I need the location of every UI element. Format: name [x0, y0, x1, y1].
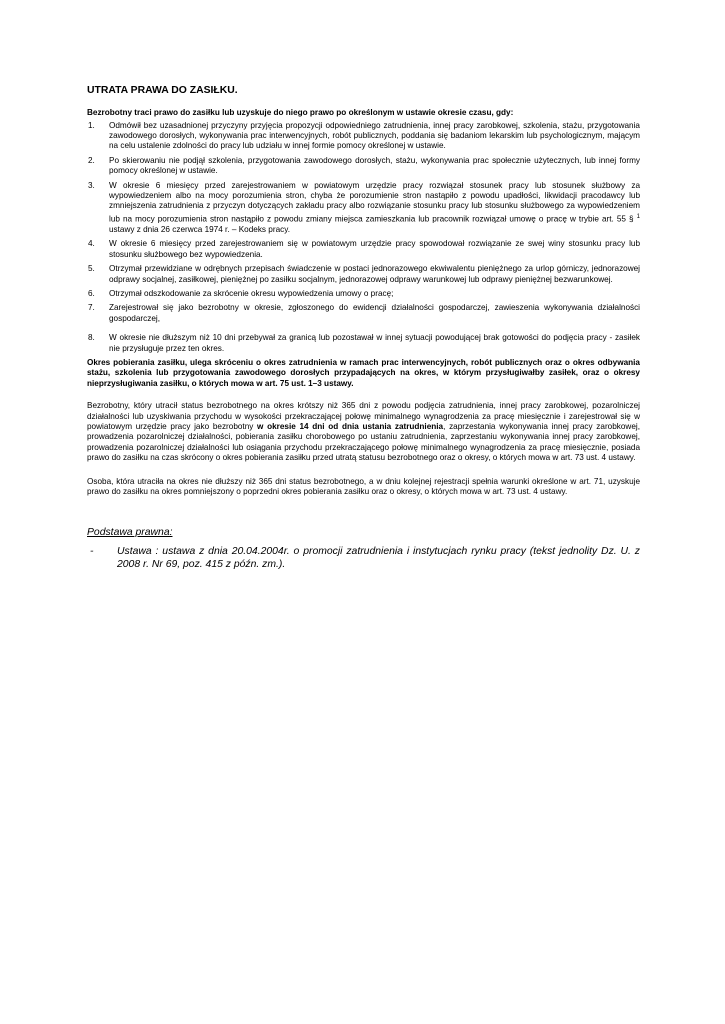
- item-number: 7.: [88, 303, 95, 313]
- page-title: UTRATA PRAWA DO ZASIŁKU.: [87, 85, 238, 96]
- paragraph-text-continued: , zaprzestania wykonywania innej pracy zarobkowej, prowadzenia pozarolniczej działalności, pobierania zasiłku chorobowego po ustaniu zatrudnienia, zaprzestaniu wykonywania innej pracy zarobkowej, prowadzenia pozarolniczej działalności lub osiągania przychodu przekraczającego połowę minimalnego wynagrodzenia za pracę miesięcznie, posiada prawo do zasiłku na czas skrócony o okres pobierania zasiłku przed utratą statusu bezrobotnego oraz o okresy, o których mowa w art. 73 ust. 4 ustawy.: [87, 421, 640, 463]
- bullet-dash: -: [90, 546, 94, 558]
- list-item: [87, 303, 640, 324]
- paragraph-text: Bezrobotny, który utracił status bezrobotnego na okres krótszy niż 365 dni z powodu podjęcia zatrudnienia, innej pracy zarobkowej, pozarolniczej działalności lub uzyskiwania przychodu w wysokości przekraczającej połowę minimalnego wynagrodzenia za pracę miesięcznie i zarejestrował się w powiatowym urzędzie pracy jako bezrobotny: [87, 401, 640, 431]
- item-text: Otrzymał przewidziane w odrębnych przepisach świadczenie w postaci jednorazowego ekwiwalentu pieniężnego za urlop górniczy, jednorazowej odprawy socjalnej, zasiłkowej, pieniężnej po zasiłku socjalnym, jednorazowej odprawy warunkowej lub odprawy pieniężnej bezwarunkowej.: [109, 264, 640, 284]
- list-item: [87, 239, 640, 260]
- list-item: [87, 264, 640, 285]
- item-number: 1.: [88, 120, 95, 130]
- item-number: 5.: [88, 264, 95, 274]
- paragraph-status-loss: [87, 401, 640, 463]
- list-item: [87, 333, 640, 354]
- intro-text: Bezrobotny traci prawo do zasiłku lub uzyskuje do niego prawo po określonym w ustawie okresie czasu, gdy:: [87, 108, 514, 117]
- item-text-continued: ustawy z dnia 26 czerwca 1974 r. – Kodeks pracy.: [109, 224, 290, 234]
- item-number: 6.: [88, 288, 95, 298]
- item-number: 2.: [88, 155, 95, 165]
- item-number: 3.: [88, 180, 95, 190]
- paragraph-reregistration: Osoba, która utraciła na okres nie dłuższy niż 365 dni status bezrobotnego, a w dniu kolejnej rejestracji spełnia warunki określone w art. 71, uzyskuje prawo do zasiłku na okres pomniejszony o poprzedni okres pobierania zasiłku oraz o okresy, o których mowa w art. 73 ust. 4 ustawy.: [87, 476, 640, 497]
- item-text: W okresie nie dłuższym niż 10 dni przebywał za granicą lub pozostawał w innej sytuacji powodującej brak gotowości do podjęcia pracy - zasiłek nie przysługuje przez ten okres.: [109, 333, 640, 353]
- paragraph-bold-text: w okresie 14 dni od dnia ustania zatrudnienia: [257, 421, 444, 431]
- item-text: W okresie 6 miesięcy przed zarejestrowaniem w powiatowym urzędzie pracy rozwiązał stosunek pracy lub stosunek służbowy za wypowiedzeniem albo na mocy porozumienia stron, chyba że porozumienie stron nastąpiło z powodu upadłości, likwidacji pracodawcy lub zmniejszenia zatrudnienia z przyczyn dotyczących zakładu pracy albo rozwiązanie stosunku pracy lub stosunku służbowego za wypowiedzeniem lub na mocy porozumienia stron nastąpiło z powodu zmiany miejsca zamieszkania lub pracownik rozwiązał umowę o pracę w trybie art. 55 §: [109, 180, 640, 224]
- list-item: [87, 156, 640, 177]
- list-item: [87, 289, 640, 299]
- bold-paragraph: Okres pobierania zasiłku, ulega skróceniu o okres zatrudnienia w ramach prac interwencyjnych, robót publicznych oraz o okres odbywania stażu, szkolenia lub przygotowania zawodowego dorosłych przypadających na okres, w którym przysługiwałby zasiłek, oraz o okresy nieprzysługiwania zasiłku, o których mowa w art. 75 ust. 1–3 ustawy.: [87, 357, 640, 388]
- legal-basis-text: Ustawa : ustawa z dnia 20.04.2004r. o promocji zatrudnienia i instytucjach rynku pracy (tekst jednolity Dz. U. z 2008 r. Nr 69, poz. 415 z późn. zm.).: [117, 546, 640, 570]
- item-text: Zarejestrował się jako bezrobotny w okresie, zgłoszonego do ewidencji działalności gospodarczej, zawieszenia wykonywania działalności gospodarczej,: [109, 303, 640, 323]
- item-number: 8.: [88, 333, 95, 343]
- list-item: [87, 181, 640, 236]
- conditions-list: [87, 121, 640, 354]
- item-text: Otrzymał odszkodowanie za skrócenie okresu wypowiedzenia umowy o pracę;: [109, 288, 394, 298]
- item-text: Po skierowaniu nie podjął szkolenia, przygotowania zawodowego dorosłych, stażu, wykonywania prac społecznie użytecznych, lub innej formy pomocy określonej w ustawie.: [109, 155, 640, 176]
- legal-basis-label: Podstawa prawna:: [87, 527, 173, 539]
- document-page: [87, 85, 640, 571]
- legal-basis-item: [87, 546, 640, 571]
- item-number: 4.: [88, 239, 95, 249]
- item-text: W okresie 6 miesięcy przed zarejestrowaniem się w powiatowym urzędzie pracy spowodował rozwiązanie ze swej winy stosunku pracy lub stosunku służbowego bez wypowiedzenia.: [109, 239, 640, 259]
- item-text: Odmówił bez uzasadnionej przyczyny przyjęcia propozycji odpowiedniego zatrudnienia, innej pracy zarobkowej, szkolenia, stażu, przygotowania zawodowego dorosłych, wykonywania prac interwencyjnych, robót publicznych, poddania się badaniom lekarskim lub psychologicznym, mającym na celu ustalenie zdolności do pracy lub udziału w innej formie pomocy określonej w ustawie.: [109, 120, 640, 151]
- list-item: [87, 121, 640, 152]
- superscript: 1: [636, 213, 640, 220]
